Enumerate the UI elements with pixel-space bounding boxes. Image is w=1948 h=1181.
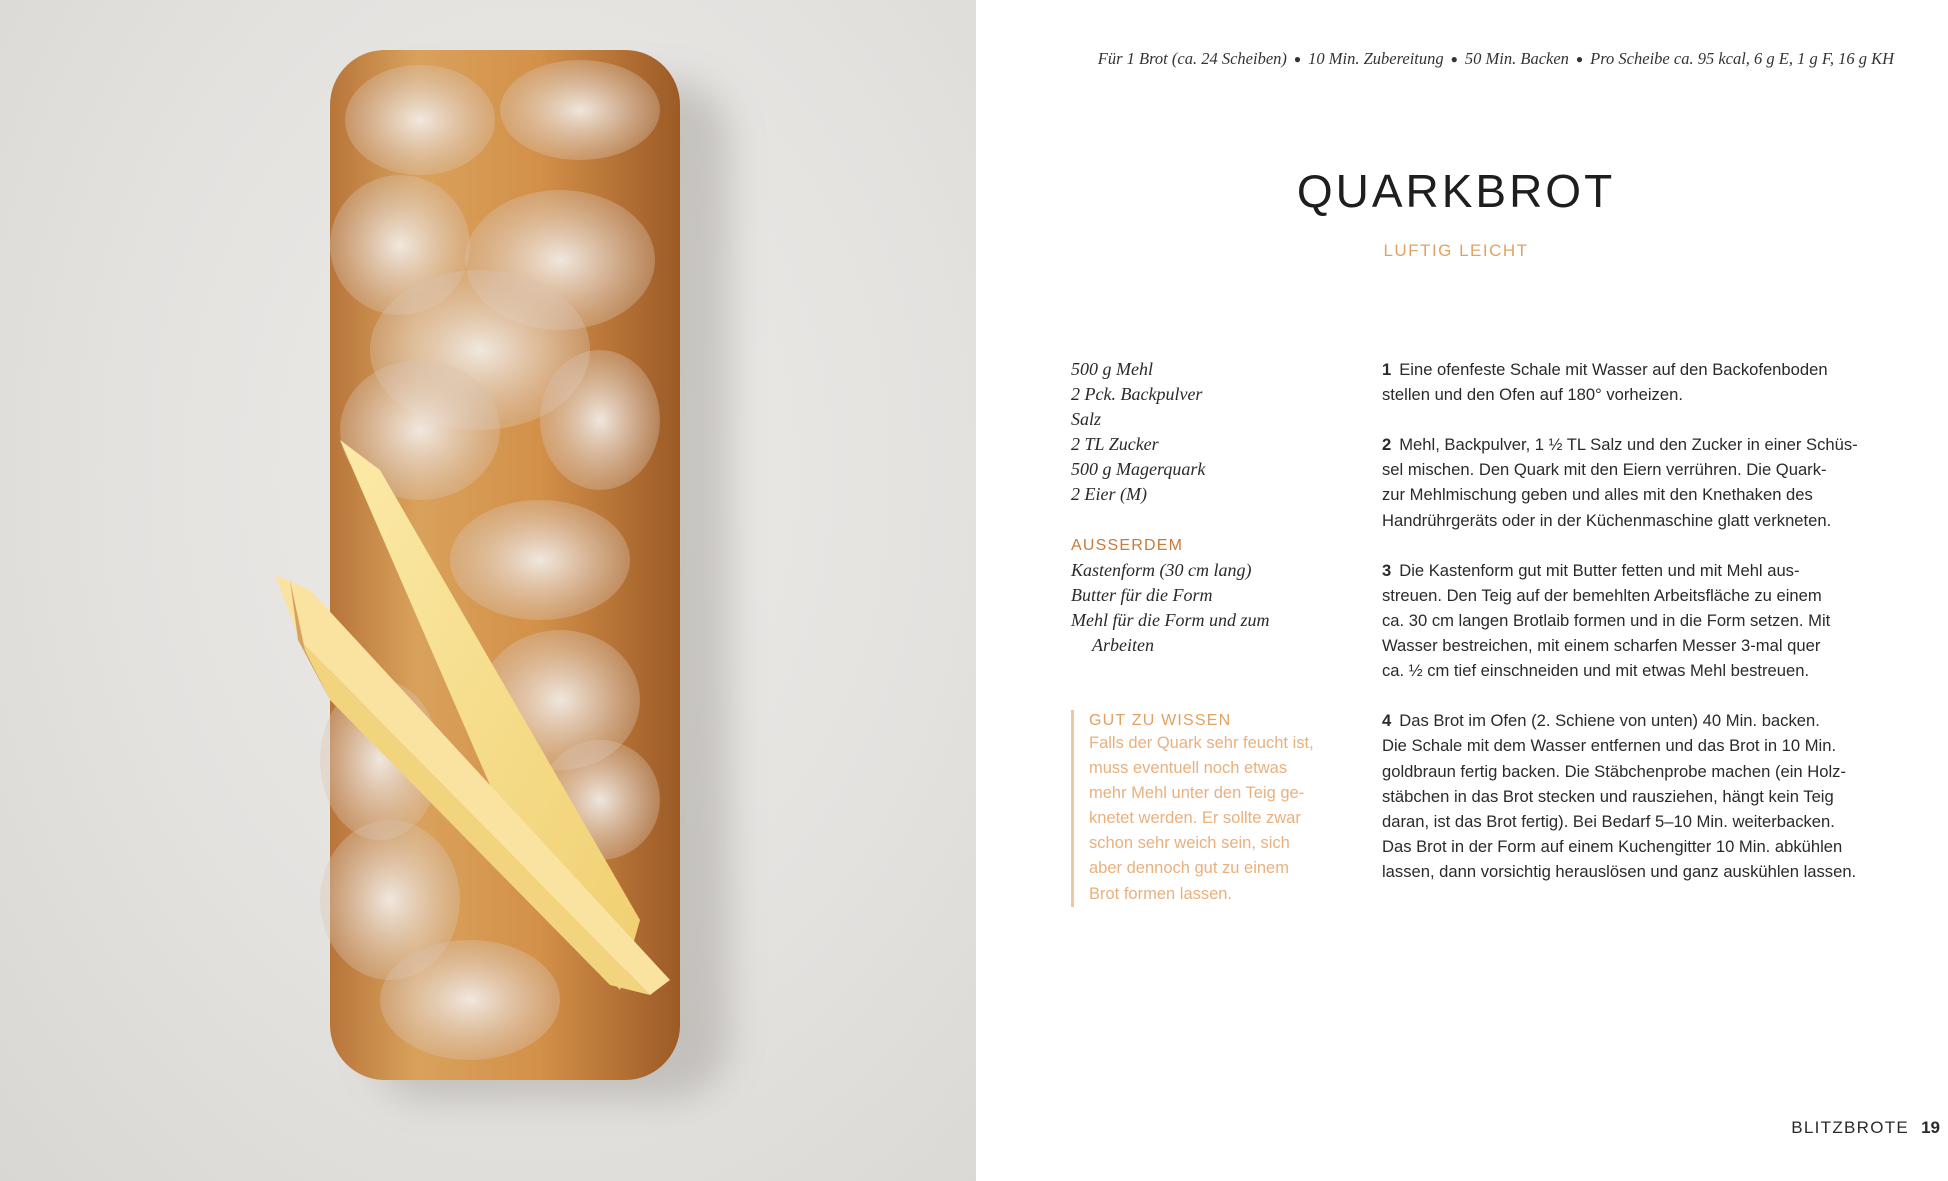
step-3 <box>1382 558 1902 683</box>
ingredient-list <box>1071 357 1331 658</box>
ingredient-item: 500 g Mehl <box>1071 359 1153 379</box>
ingredient-item: 500 g Magerquark <box>1071 459 1206 480</box>
step-line: zur Mehlmischung geben und alles mit den Knethaken des <box>1382 485 1813 505</box>
meta-bake-time: 50 Min. Backen <box>1464 49 1569 68</box>
meta-nutrition: Pro Scheibe ca. 95 kcal, 6 g E, 1 g F, 16 g KH <box>1590 49 1894 68</box>
tip-line: Brot formen lassen. <box>1089 884 1233 903</box>
recipe-subtitle: LUFTIG LEICHT <box>1383 241 1529 260</box>
step-line: ca. ½ cm tief einschneiden und mit etwas Mehl bestreuen. <box>1382 661 1810 681</box>
section-name: BLITZBROTE <box>1791 1118 1910 1137</box>
step-number: 3 <box>1382 560 1392 580</box>
step-line: stellen und den Ofen auf 180° vorheizen. <box>1382 385 1683 405</box>
step-line: sel mischen. Den Quark mit den Eiern verrühren. Die Quark- <box>1382 460 1827 480</box>
step-2 <box>1382 432 1902 532</box>
step-line: Eine ofenfeste Schale mit Wasser auf den Backofenboden <box>1399 360 1828 379</box>
extra-item: Arbeiten <box>1092 634 1154 655</box>
step-number: 4 <box>1382 711 1392 731</box>
ingredient-item: 2 Pck. Backpulver <box>1071 384 1203 405</box>
extra-heading: AUSSERDEM <box>1071 536 1184 554</box>
meta-separator: ● <box>1575 52 1584 66</box>
page-number: 19 <box>1921 1118 1940 1137</box>
tip-line: schon sehr weich sein, sich <box>1089 834 1290 853</box>
step-line: Die Kastenform gut mit Butter fetten und mit Mehl aus- <box>1399 560 1800 580</box>
ingredient-item: Salz <box>1071 409 1102 430</box>
step-line: Wasser bestreichen, mit einem scharfen Messer 3-mal quer <box>1382 636 1821 656</box>
step-line: stäbchen in das Brot stecken und rausziehen, hängt kein Teig <box>1382 786 1834 806</box>
tip-line: muss eventuell noch etwas <box>1089 759 1288 778</box>
meta-separator: ● <box>1450 52 1458 66</box>
step-1 <box>1382 357 1902 407</box>
step-line: daran, ist das Brot fertig). Bei Bedarf 5–10 Min. weiterbacken. <box>1382 811 1835 831</box>
step-line: streuen. Den Teig auf der bemehlten Arbeitsfläche zu einem <box>1382 585 1822 605</box>
step-line: goldbraun fertig backen. Die Stäbchenprobe machen (ein Holz- <box>1382 761 1846 781</box>
step-line: Das Brot in der Form auf einem Kuchengitter 10 Min. abkühlen <box>1382 836 1843 856</box>
step-line: Das Brot im Ofen (2. Schiene von unten) 40 Min. backen. <box>1399 711 1820 731</box>
tip-heading: GUT ZU WISSEN <box>1089 712 1232 729</box>
step-number: 1 <box>1382 360 1392 379</box>
tip-line: Falls der Quark sehr feucht ist, <box>1089 734 1314 752</box>
extra-item: Butter für die Form <box>1071 584 1213 605</box>
meta-separator: ● <box>1293 52 1302 66</box>
step-line: ca. 30 cm langen Brotlaib formen und in die Form setzen. Mit <box>1382 610 1831 630</box>
page-footer <box>1791 1118 1940 1138</box>
tip-line: aber dennoch gut zu einem <box>1089 859 1289 878</box>
tip-line: mehr Mehl unter den Teig ge- <box>1089 784 1305 803</box>
meta-servings: Für 1 Brot (ca. 24 Scheiben) <box>1097 49 1287 68</box>
step-line: lassen, dann vorsichtig herauslösen und ganz auskühlen lassen. <box>1382 861 1857 881</box>
ingredient-item: 2 Eier (M) <box>1071 484 1147 505</box>
step-line: Die Schale mit dem Wasser entfernen und das Brot in 10 Min. <box>1382 736 1837 756</box>
step-line: Handrührgeräts oder in der Küchenmaschine glatt verkneten. <box>1382 510 1832 530</box>
step-4 <box>1382 708 1902 884</box>
step-line: Mehl, Backpulver, 1 ½ TL Salz und den Zucker in einer Schüs- <box>1399 435 1858 455</box>
ingredient-item: 2 TL Zucker <box>1071 434 1159 455</box>
tip-box <box>1071 710 1331 907</box>
extra-item: Kastenform (30 cm lang) <box>1071 559 1252 580</box>
step-number: 2 <box>1382 435 1392 455</box>
tip-text <box>1089 731 1331 907</box>
tip-line: knetet werden. Er sollte zwar <box>1089 809 1301 828</box>
meta-prep-time: 10 Min. Zubereitung <box>1308 49 1444 68</box>
recipe-title: QUARKBROT <box>1296 165 1616 217</box>
extra-item: Mehl für die Form und zum <box>1071 609 1270 630</box>
instruction-steps <box>1382 357 1902 909</box>
recipe-meta <box>1074 49 1894 69</box>
recipe-page <box>976 0 1948 1181</box>
